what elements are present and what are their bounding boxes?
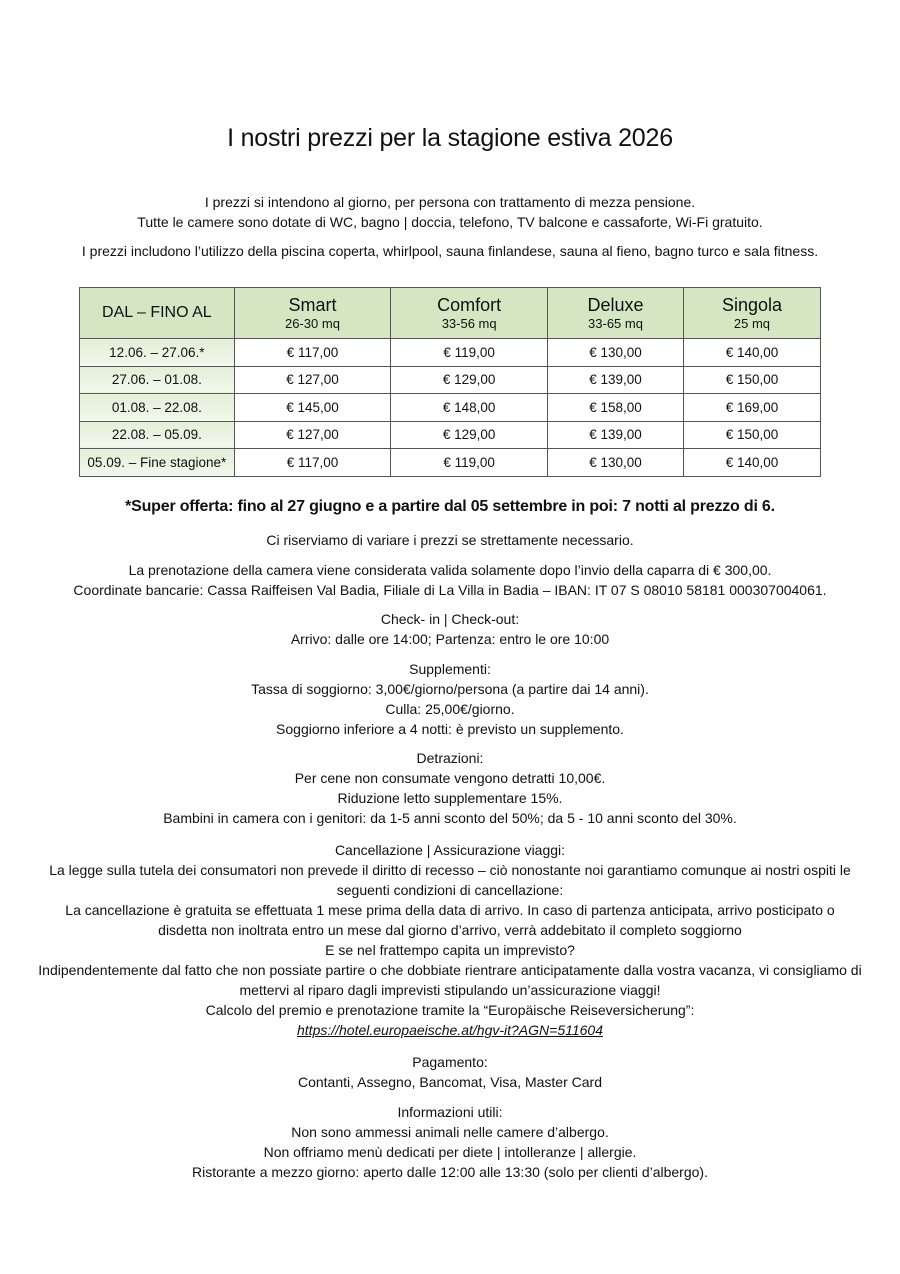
supplements-section xyxy=(0,659,900,739)
insurance-line: Calcolo del premio e prenotazione tramite la “Europäische Reiseversicherung”: xyxy=(205,1002,695,1018)
price-cell: € 158,00 xyxy=(548,394,684,422)
super-offer: *Super offerta: fino al 27 giugno e a partire dal 05 settembre in poi: 7 notti al prezzo di 6. xyxy=(125,498,775,515)
column-header-singola xyxy=(683,288,820,339)
table-row xyxy=(80,421,821,449)
checkin-section xyxy=(0,609,900,649)
table-row xyxy=(80,449,821,477)
insurance-link[interactable]: https://hotel.europaeische.at/hgv-it?AGN=511604 xyxy=(297,1022,603,1038)
page-title: I nostri prezzi per la stagione estiva 2026 xyxy=(227,124,673,152)
price-cell: € 129,00 xyxy=(391,421,548,449)
room-size: 33-65 mq xyxy=(588,316,643,331)
price-cell: € 127,00 xyxy=(234,366,391,394)
section-line: Contanti, Assegno, Bancomat, Visa, Master Card xyxy=(297,1074,602,1090)
section-line: Non offriamo menù dedicati per diete | intolleranze | allergie. xyxy=(263,1144,637,1160)
info-section xyxy=(0,1102,900,1182)
payment-section xyxy=(0,1052,900,1092)
section-line: Soggiorno inferiore a 4 notti: è previsto un supplemento. xyxy=(276,721,624,737)
period-cell: 01.08. – 22.08. xyxy=(80,394,235,422)
price-cell: € 117,00 xyxy=(234,449,391,477)
section-line: Per cene non consumate vengono detratti 10,00€. xyxy=(294,770,606,786)
price-cell: € 139,00 xyxy=(548,366,684,394)
section-line: Non sono ammessi animali nelle camere d’albergo. xyxy=(291,1124,609,1140)
price-cell: € 119,00 xyxy=(391,449,548,477)
period-cell: 27.06. – 01.08. xyxy=(80,366,235,394)
period-cell: 12.06. – 27.06.* xyxy=(80,339,235,367)
price-cell: € 140,00 xyxy=(683,449,820,477)
intro-line: I prezzi includono l’utilizzo della piscina coperta, whirlpool, sauna finlandese, sauna al fieno, bagno turco e sala fitness. xyxy=(81,243,819,259)
section-heading: Cancellazione | Assicurazione viaggi: xyxy=(334,842,566,858)
period-cell: 05.09. – Fine stagione* xyxy=(80,449,235,477)
price-table xyxy=(79,287,821,477)
room-category: Smart xyxy=(288,295,337,315)
table-header-row xyxy=(80,288,821,339)
room-category: Singola xyxy=(721,295,782,315)
price-cell: € 119,00 xyxy=(391,339,548,367)
cancellation-paragraph: Indipendentemente dal fatto che non possiate partire o che dobbiate rientrare anticipatamente dalla vostra vacanza, vi consigliamo di mettervi al riparo dagli imprevisti stipulando un’assicurazione viaggi! xyxy=(38,962,862,998)
price-cell: € 127,00 xyxy=(234,421,391,449)
table-row xyxy=(80,394,821,422)
room-size: 33-56 mq xyxy=(441,316,497,331)
section-heading: Supplementi: xyxy=(409,661,491,677)
price-cell: € 148,00 xyxy=(391,394,548,422)
room-category: Comfort xyxy=(437,295,502,315)
intro-block xyxy=(0,192,900,232)
price-cell: € 130,00 xyxy=(548,339,684,367)
room-size: 26-30 mq xyxy=(285,316,340,331)
price-cell: € 117,00 xyxy=(234,339,391,367)
table-row xyxy=(80,366,821,394)
table-row xyxy=(80,339,821,367)
deductions-section xyxy=(0,748,900,828)
price-cell: € 150,00 xyxy=(683,366,820,394)
price-cell: € 169,00 xyxy=(683,394,820,422)
room-category: Deluxe xyxy=(587,295,644,315)
section-line: Ristorante a mezzo giorno: aperto dalle 12:00 alle 13:30 (solo per clienti d’albergo). xyxy=(192,1164,708,1180)
price-cell: € 150,00 xyxy=(683,421,820,449)
column-header-comfort xyxy=(391,288,548,339)
section-line: Bambini in camera con i genitori: da 1-5 anni sconto del 50%; da 5 - 10 anni sconto del 30%. xyxy=(163,810,737,826)
period-header: DAL – FINO AL xyxy=(80,288,235,339)
section-heading: Check- in | Check-out: xyxy=(380,611,520,627)
section-heading: Informazioni utili: xyxy=(397,1104,503,1120)
cancellation-paragraph: La cancellazione è gratuita se effettuata 1 mese prima della data di arrivo. In caso di partenza anticipata, arrivo posticipato o disdetta non inoltrata entro un mese dal giorno d’arrivo, verrà addebitato il completo soggiorno xyxy=(65,902,835,938)
price-cell: € 145,00 xyxy=(234,394,391,422)
section-line: Arrivo: dalle ore 14:00; Partenza: entro le ore 10:00 xyxy=(290,631,610,647)
price-change-note: Ci riserviamo di variare i prezzi se strettamente necessario. xyxy=(266,532,634,548)
intro-line: I prezzi si intendono al giorno, per persona con trattamento di mezza pensione. xyxy=(204,194,696,210)
booking-line: Coordinate bancarie: Cassa Raiffeisen Val Badia, Filiale di La Villa in Badia – IBAN: IT 07 S 08010 58181 000307004061. xyxy=(73,582,827,598)
room-size: 25 mq xyxy=(733,316,771,331)
section-line: Riduzione letto supplementare 15%. xyxy=(337,790,563,806)
price-cell: € 130,00 xyxy=(548,449,684,477)
cancellation-paragraph: La legge sulla tutela dei consumatori non prevede il diritto di recesso – ciò nonostante noi garantiamo comunque ai nostri ospiti le seguenti condizioni di cancellazione: xyxy=(49,862,851,898)
period-cell: 22.08. – 05.09. xyxy=(80,421,235,449)
column-header-smart xyxy=(234,288,391,339)
price-cell: € 129,00 xyxy=(391,366,548,394)
booking-line: La prenotazione della camera viene considerata valida solamente dopo l’invio della caparra di € 300,00. xyxy=(128,562,772,578)
intro-line: Tutte le camere sono dotate di WC, bagno | doccia, telefono, TV balcone e cassaforte, Wi-Fi gratuito. xyxy=(137,214,763,230)
section-heading: Pagamento: xyxy=(412,1054,488,1070)
cancellation-section xyxy=(30,840,870,1040)
column-header-deluxe xyxy=(548,288,684,339)
section-line: Tassa di soggiorno: 3,00€/giorno/persona (a partire dai 14 anni). xyxy=(251,681,649,697)
cancellation-question: E se nel frattempo capita un imprevisto? xyxy=(325,942,575,958)
booking-block xyxy=(0,560,900,600)
section-heading: Detrazioni: xyxy=(416,750,484,766)
section-line: Culla: 25,00€/giorno. xyxy=(385,701,515,717)
price-cell: € 139,00 xyxy=(548,421,684,449)
price-cell: € 140,00 xyxy=(683,339,820,367)
